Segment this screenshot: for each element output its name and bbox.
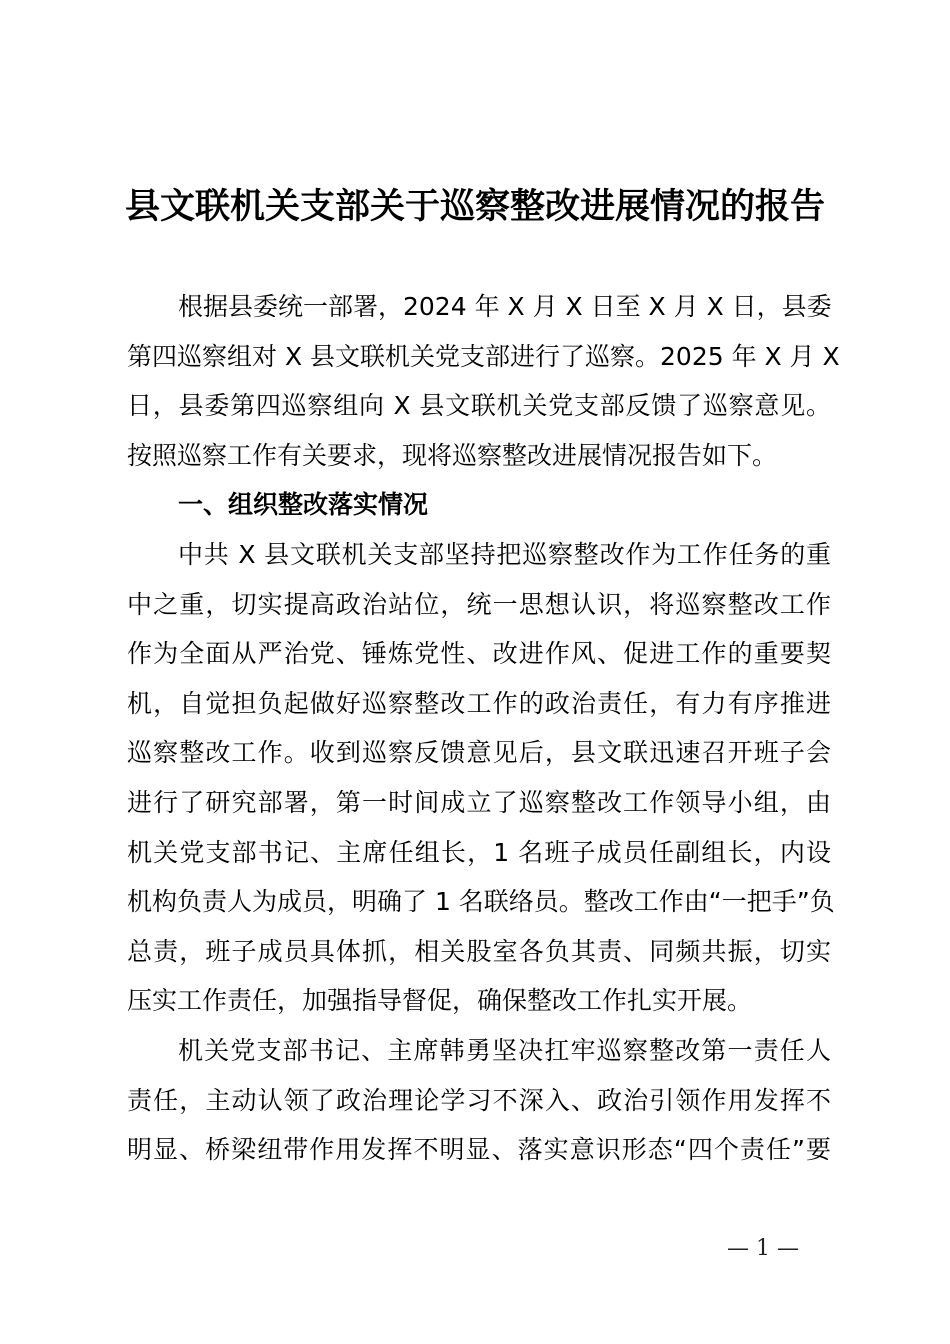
paragraph-1-line-2: 第四巡察组对 X 县文联机关党支部进行了巡察。2025 年 X 月 X bbox=[127, 341, 840, 371]
paragraph-2-line-9: 总责，班子成员具体抓，相关股室各负其责、同频共振，切实 bbox=[127, 936, 831, 966]
paragraph-2-line-1: 中共 X 县文联机关支部坚持把巡察整改作为工作任务的重 bbox=[178, 539, 831, 569]
paragraph-1-line-4: 按照巡察工作有关要求，现将巡察整改进展情况报告如下。 bbox=[127, 440, 778, 470]
paragraph-3-line-3: 明显、桥梁纽带作用发挥不明显、落实意识形态“四个责任”要 bbox=[127, 1135, 831, 1165]
document-title: 县文联机关支部关于巡察整改进展情况的报告 bbox=[124, 187, 825, 227]
paragraph-2-line-5: 巡察整改工作。收到巡察反馈意见后，县文联迅速召开班子会 bbox=[127, 738, 831, 768]
paragraph-1-line-1: 根据县委统一部署，2024 年 X 月 X 日至 X 月 X 日，县委 bbox=[178, 292, 832, 321]
paragraph-2-line-8: 机构负责人为成员，明确了 1 名联络员。整改工作由“一把手”负 bbox=[127, 887, 835, 917]
page-number: — 1 — bbox=[727, 1236, 799, 1261]
paragraph-2-line-7: 机关党支部书记、主席任组长，1 名班子成员任副组长，内设 bbox=[127, 837, 831, 867]
paragraph-3-line-1: 机关党支部书记、主席韩勇坚决扛牢巡察整改第一责任人 bbox=[178, 1035, 831, 1065]
paragraph-2-line-3: 作为全面从严治党、锤炼党性、改进作风、促进工作的重要契 bbox=[127, 639, 831, 669]
paragraph-1-line-3: 日，县委第四巡察组向 X 县文联机关党支部反馈了巡察意见。 bbox=[127, 391, 831, 421]
paragraph-2-line-10: 压实工作责任，加强指导督促，确保整改工作扎实开展。 bbox=[127, 986, 753, 1016]
paragraph-2-line-4: 机，自觉担负起做好巡察整改工作的政治责任，有力有序推进 bbox=[127, 688, 831, 718]
document-body bbox=[127, 282, 840, 1175]
paragraph-2-line-2: 中之重，切实提高政治站位，统一思想认识，将巡察整改工作 bbox=[127, 589, 831, 619]
paragraph-3-line-2: 责任，主动认领了政治理论学习不深入、政治引领作用发挥不 bbox=[127, 1085, 831, 1115]
section-heading-1: 一、组织整改落实情况 bbox=[178, 490, 429, 520]
paragraph-2-line-6: 进行了研究部署，第一时间成立了巡察整改工作领导小组，由 bbox=[127, 787, 831, 817]
